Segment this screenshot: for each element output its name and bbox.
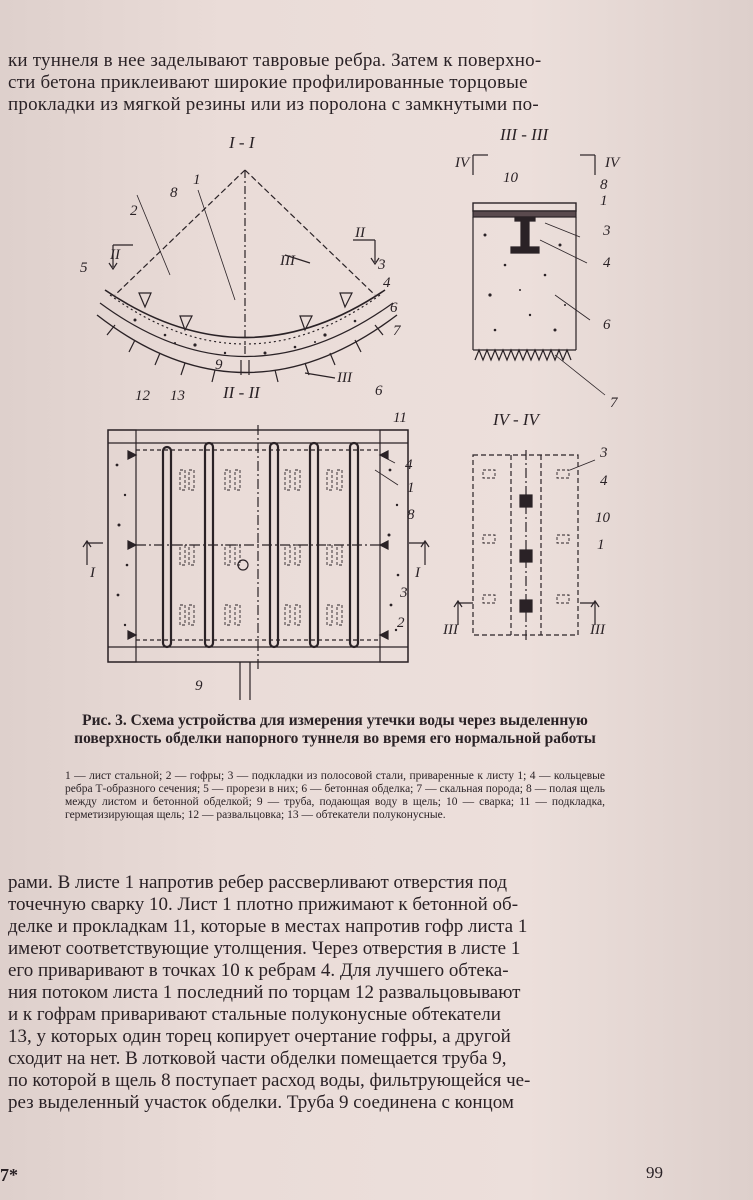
text-line: рез выделенный участок обделки. Труба 9 соединена с концом — [8, 1092, 514, 1113]
figure-caption: Рис. 3. Схема устройства для измерения утечки воды через выделенную поверхность обделки напорного туннеля во время его нормальной работы — [74, 712, 596, 747]
marker-label: 2 — [397, 615, 405, 631]
marker-label: 1 — [600, 193, 608, 209]
marker-label: 3 — [603, 223, 611, 239]
section-label-iii-iii: III - III — [500, 125, 549, 144]
marker-label: 1 — [407, 480, 415, 496]
marker-label: 13 — [170, 388, 185, 404]
marker-label: IV — [605, 155, 620, 171]
marker-label: II — [110, 247, 120, 263]
text-line: прокладки из мягкой резины или из поролона с замкнутыми по- — [8, 94, 539, 115]
marker-label: 7 — [610, 395, 618, 411]
marker-label: IV — [455, 155, 470, 171]
text-line: сходит на нет. В лотковой части обделки помещается труба 9, — [8, 1048, 507, 1069]
technical-figure — [75, 125, 635, 705]
text-line: ки туннеля в нее заделывают тавровые ребра. Затем к поверхно- — [8, 50, 542, 71]
marker-label: 5 — [80, 260, 88, 276]
text-line: рами. В листе 1 напротив ребер рассверливают отверстия под — [8, 872, 508, 893]
marker-label: 4 — [405, 457, 413, 473]
text-line: имеют соответствующие утолщения. Через отверстия в листе 1 — [8, 938, 521, 959]
bottom-paragraph — [8, 872, 668, 1114]
text-line: точечную сварку 10. Лист 1 плотно прижимают к бетонной об- — [8, 894, 519, 915]
section-label-iv-iv: IV - IV — [493, 410, 539, 429]
section-label-i-i: I - I — [229, 133, 255, 152]
marker-label: 4 — [383, 275, 391, 291]
marker-label: 3 — [600, 445, 608, 461]
marker-label: 4 — [603, 255, 611, 271]
marker-label: 8 — [170, 185, 178, 201]
marker-label: III — [590, 622, 605, 638]
figure-legend: 1 — лист стальной; 2 — гофры; 3 — подкладки из полосовой стали, приваренные к листу 1; 4 — кольцевые ребра Т-образного сечения; 5 — прорези в них; 6 — бетонная обделка; 7 — скальная порода; 8 — полая щель между листом и бетонной обделкой; 9 — труба, подающая воду в щель; 10 — сварка; 11 — подкладка, герметизирующая щель; 12 — развальцовка; 13 — обтекатели полуконусные. — [65, 770, 605, 821]
marker-label: 8 — [600, 177, 608, 193]
marker-label: 1 — [597, 537, 605, 553]
marker-label: 10 — [595, 510, 610, 526]
page-number: 99 — [646, 1163, 663, 1182]
marker-label: 4 — [600, 473, 608, 489]
marker-label: 3 — [378, 257, 386, 273]
marker-label: 9 — [195, 678, 203, 694]
figure-drawing — [75, 125, 635, 705]
marker-label: II — [355, 225, 365, 241]
marker-label: 12 — [135, 388, 150, 404]
marker-label: 9 — [215, 357, 223, 373]
marker-label: 6 — [603, 317, 611, 333]
text-line: 13, у которых один торец копирует очертание гофры, а другой — [8, 1026, 511, 1047]
marker-label: III — [280, 253, 295, 269]
text-line: ния потоком листа 1 последний по торцам 12 развальцовывают — [8, 982, 521, 1003]
signature-mark: 7* — [0, 1165, 18, 1185]
marker-label: 1 — [193, 172, 201, 188]
marker-label: 2 — [130, 203, 138, 219]
text-line: делке и прокладкам 11, которые в местах напротив гофр листа 1 — [8, 916, 528, 937]
marker-label: 3 — [400, 585, 408, 601]
marker-label: 6 — [390, 300, 398, 316]
text-line: его приваривают в точках 10 к ребрам 4. Для лучшего обтека- — [8, 960, 509, 981]
marker-label: I — [90, 565, 95, 581]
section-label-ii-ii: II - II — [223, 383, 260, 402]
text-line: по которой в щель 8 поступает расход воды, фильтрующейся че- — [8, 1070, 531, 1091]
top-paragraph — [8, 50, 668, 116]
marker-label: 8 — [407, 507, 415, 523]
text-line: и к гофрам приваривают стальные полуконусные обтекатели — [8, 1004, 501, 1025]
marker-label: III — [443, 622, 458, 638]
marker-label: 6 — [375, 383, 383, 399]
marker-label: 11 — [393, 410, 407, 426]
marker-label: I — [415, 565, 420, 581]
marker-label: 10 — [503, 170, 518, 186]
text-line: сти бетона приклеивают широкие профилированные торцовые — [8, 72, 528, 93]
marker-label: 7 — [393, 323, 401, 339]
marker-label: III — [337, 370, 352, 386]
